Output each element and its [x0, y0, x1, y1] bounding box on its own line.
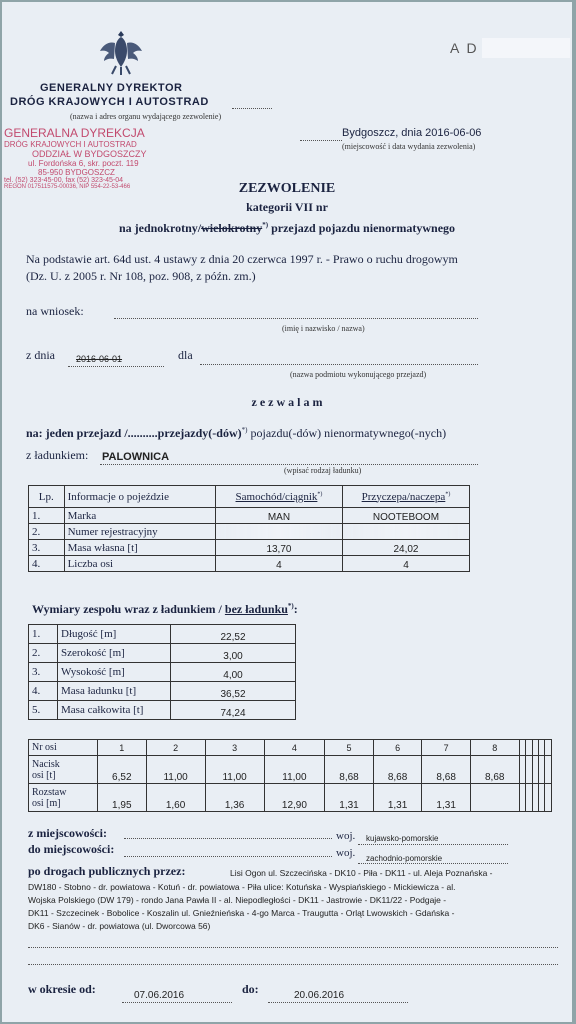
- issuer-caption: (nazwa i adres organu wydającego zezwolenie): [70, 112, 222, 121]
- axle-load-cell: 11,00: [205, 756, 264, 784]
- dla-label: dla: [178, 348, 193, 362]
- permit-category: kategorii VII nr: [246, 200, 328, 214]
- dimension-row-load-mass: 4. Masa ładunku [t] 36,52: [29, 682, 296, 701]
- document-subtitle: na jednokrotny/wielokrotny*) przejazd pojazdu nienormatywnego: [118, 221, 456, 235]
- dimension-row-height: 3. Wysokość [m] 4,00: [29, 663, 296, 682]
- place-and-date: Bydgoszcz, dnia 2016-06-06: [342, 127, 482, 139]
- to-label: do miejscowości:: [28, 842, 115, 856]
- vehicle-table-header: Lp. Informacje o pojeździe Samochód/ciągnik*) Przyczepa/naczepa*): [29, 486, 470, 508]
- axle-spacing-cell: 1,31: [422, 784, 471, 812]
- load-caption: (wpisać rodzaj ładunku): [284, 466, 362, 475]
- application-label: na wniosek:: [26, 304, 84, 318]
- office-stamp: GENERALNA DYREKCJA DRÓG KRAJOWYCH I AUTOSTRAD ODDZIAŁ W BYDGOSZCZY ul. Fordońska 6, skr. poczt. 119 85-950 BYDGOSZCZ tel. (52) 323-45-00, fax (52) 323-45-04 REGON 017511575-00036, NIP 554-22-53-466: [4, 126, 147, 190]
- period-to-value: 20.06.2016: [294, 990, 345, 1001]
- axle-load-cell: [545, 756, 552, 784]
- to-woj-label: woj.: [336, 847, 356, 859]
- period-to-label: do:: [242, 982, 259, 996]
- axle-load-cell: 8,68: [422, 756, 471, 784]
- axle-spacing-cell: 1,60: [146, 784, 205, 812]
- roads-label: po drogach publicznych przez:: [28, 864, 186, 878]
- permit-document: [2, 2, 572, 1022]
- axle-table: [28, 739, 552, 812]
- issuer-line-1: GENERALNY DYREKTOR: [40, 82, 183, 94]
- from-voivodeship: kujawsko-pomorskie: [366, 834, 439, 843]
- axle-number-row: Nr osi 1 2 3 4 5 6 7 8: [29, 740, 552, 756]
- legal-basis-line-1: Na podstawie art. 64d ust. 4 ustawy z dnia 20 czerwca 1997 r. - Prawo o ruchu drogowym: [26, 252, 458, 266]
- document-number-prefix: A D: [450, 40, 479, 56]
- period-from-label: w okresie od:: [28, 982, 96, 996]
- decision-scope: na: jeden przejazd /..........przejazdy(-dów)*) pojazdu(-dów) nienormatywnego(-nych): [26, 426, 447, 440]
- axle-number-cell: 2: [146, 740, 205, 756]
- axle-spacing-cell: 12,90: [264, 784, 325, 812]
- axle-spacing-cell: 1,31: [325, 784, 374, 812]
- axle-number-cell: 4: [264, 740, 325, 756]
- axle-number-cell: 7: [422, 740, 471, 756]
- redacted-document-number: [482, 38, 570, 58]
- roads-line-1: Lisi Ogon ul. Szczecińska - DK10 - Piła - DK11 - ul. Aleja Poznańska -: [230, 868, 493, 878]
- from-label: z miejscowości:: [28, 826, 107, 840]
- vehicle-row-axles: 4. Liczba osi 4 4: [29, 556, 470, 572]
- vehicle-row-brand: 1. Marka MAN NOOTEBOOM: [29, 508, 470, 524]
- dimension-row-length: 1. Długość [m] 22,52: [29, 625, 296, 644]
- load-value: PALOWNICA: [102, 451, 170, 463]
- axle-load-cell: 8,68: [373, 756, 422, 784]
- load-label: z ładunkiem:: [26, 448, 89, 462]
- dimensions-heading: Wymiary zespołu wraz z ładunkiem / bez ładunku*):: [32, 602, 298, 616]
- axle-number-cell: 8: [470, 740, 519, 756]
- axle-spacing-cell: [470, 784, 519, 812]
- roads-line-4: DK11 - Szczecinek - Bobolice - Koszalin ul. Gnieźnieńska - 4-go Marca - Traugutta - Orląt Lwowskich - Gdańska -: [28, 908, 455, 918]
- axle-load-cell: 11,00: [264, 756, 325, 784]
- dimensions-table: [28, 624, 296, 720]
- redacted-registration-trailer: [342, 524, 469, 540]
- axle-number-cell: 1: [98, 740, 147, 756]
- application-date-label: z dnia: [26, 348, 55, 362]
- roads-line-5: DK6 - Sianów - dr. powiatowa (ul. Dworcowa 56): [28, 921, 211, 931]
- axle-number-cell: 5: [325, 740, 374, 756]
- dimension-row-total-mass: 5. Masa całkowita [t] 74,24: [29, 701, 296, 720]
- period-from-value: 07.06.2016: [134, 990, 185, 1001]
- axle-number-cell: [545, 740, 552, 756]
- from-woj-label: woj.: [336, 830, 356, 842]
- axle-load-cell: 11,00: [146, 756, 205, 784]
- axle-spacing-cell: [545, 784, 552, 812]
- axle-spacing-cell: 1,36: [205, 784, 264, 812]
- roads-line-3: Wojska Polskiego (DW 179) - rondo Jana Pawła II - al. Niepodległości - DK11 - Jastrowie - DK11/22 - Podgaje -: [28, 895, 447, 905]
- issuer-line-2: DRÓG KRAJOWYCH I AUTOSTRAD: [10, 96, 209, 108]
- axle-load-row: Nacisk osi [t] 6,52 11,00 11,00 11,00 8,68 8,68 8,68 8,68: [29, 756, 552, 784]
- to-voivodeship: zachodnio-pomorskie: [366, 854, 443, 863]
- axle-load-cell: 8,68: [325, 756, 374, 784]
- axle-spacing-cell: 1,95: [98, 784, 147, 812]
- axle-load-cell: 6,52: [98, 756, 147, 784]
- dimension-row-width: 2. Szerokość [m] 3,00: [29, 644, 296, 663]
- legal-basis-line-2: (Dz. U. z 2005 r. Nr 108, poz. 908, z późn. zm.): [26, 269, 256, 283]
- axle-number-cell: 6: [373, 740, 422, 756]
- document-title: ZEZWOLENIE: [238, 181, 336, 196]
- application-date-value: 2016-06-01: [76, 354, 123, 364]
- entity-caption: (nazwa podmiotu wykonującego przejazd): [290, 370, 427, 379]
- vehicle-row-registration: 2. Numer rejestracyjny: [29, 524, 470, 540]
- vehicle-row-mass: 3. Masa własna [t] 13,70 24,02: [29, 540, 470, 556]
- axle-load-cell: 8,68: [470, 756, 519, 784]
- axle-number-cell: 3: [205, 740, 264, 756]
- polish-eagle-emblem-icon: [98, 28, 144, 76]
- redacted-registration-tractor: [215, 524, 342, 540]
- place-date-caption: (miejscowość i data wydania zezwolenia): [342, 142, 476, 151]
- roads-line-2: DW180 - Stobno - dr. powiatowa - Kotuń - dr. powiatowa - Piła ulice: Kotuńska - Wyspiańskiego - Mickiewicza - al.: [28, 882, 456, 892]
- decision-word: z e z w a l a m: [251, 395, 323, 409]
- applicant-name-caption: (imię i nazwisko / nazwa): [282, 324, 365, 333]
- axle-spacing-cell: 1,31: [373, 784, 422, 812]
- vehicle-info-table: [28, 485, 470, 572]
- axle-spacing-row: Rozstaw osi [m] 1,95 1,60 1,36 12,90 1,31 1,31 1,31: [29, 784, 552, 812]
